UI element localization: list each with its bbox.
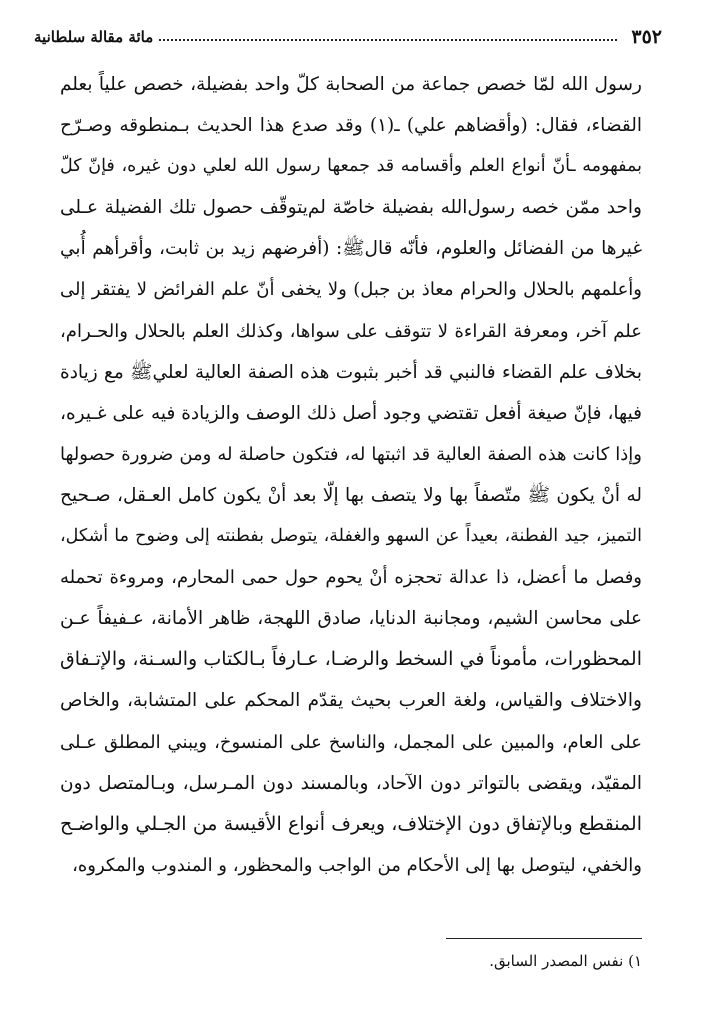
text-line: له أنْ يكون ﷺ متّصفاً بها ولا يتصف بها إلّا بعد أنْ يكون كامل العـقل، صـحيح	[60, 484, 642, 506]
text-line: وإذا كانت هذه الصفة العالية قد اثبتها له، فتكون حاصلة له ومن ضرورة حصولها	[60, 443, 642, 465]
text-line: علم آخر، ومعرفة القراءة لا تتوقف على سواها، وكذلك العلم بالحلال والحـرام،	[60, 320, 642, 342]
text-line: والخفي، ليتوصل بها إلى الأحكام من الواجب والمحظور، و المندوب والمكروه،	[72, 854, 642, 876]
text-line: المحظورات، مأموناً في السخط والرضـا، عـارفاً بـالكتاب والسـنة، والإتـفاق	[60, 648, 642, 671]
text-line: رسول الله لمّا خصص جماعة من الصحابة كلّ واحد بفضيلة، خصص علياً بعلم	[60, 74, 642, 95]
running-title: مائة مقالة سلطانية	[34, 28, 154, 46]
footnote-separator	[446, 938, 642, 939]
text-line: وأعلمهم بالحلال والحرام معاذ بن جبل) ولا يخفى أنّ علم الفرائض لا يفتقر إلى	[60, 279, 642, 301]
text-line: فيها، فإنّ صيغة أفعل تقتضي وجود أصل ذلك الوصف والزيادة فيه على غـيره،	[60, 402, 642, 424]
text-line: واحد ممّن خصه رسول‌الله بفضيلة خاصّة لم‌يتوقّف حصول تلك الفضيلة عـلى	[60, 197, 642, 219]
text-line: على العام، والمبين على المجمل، والناسخ على المنسوخ، ويبني المطلق عـلى	[60, 731, 642, 753]
text-line: والاختلاف والقياس، ولغة العرب بحيث يقدّم المحكم على المتشابة، والخاص	[60, 690, 642, 712]
page-header	[34, 22, 662, 52]
footnote: ١) نفس المصدر السابق.	[489, 952, 642, 970]
text-line: غيرها من الفضائل والعلوم، فأنّه قالﷺ: (أفرضهم زيد بن ثابت، وأقرأهم أُبي	[60, 238, 642, 260]
page-number: ٣٥٢	[631, 26, 662, 48]
text-line: على محاسن الشيم، ومجانبة الدنايا، صادق اللهجة، ظاهر الأمانة، عـفيفاً عـن	[60, 608, 642, 630]
body-text	[60, 64, 642, 886]
text-line: التميز، جيد الفطنة، بعيداً عن السهو والغفلة، يتوصل بفطنته إلى وضوح ما أشكل،	[60, 526, 642, 547]
text-line: القضاء، فقال: (وأقضاهم علي) ـ(١) وقد صدع هذا الحديث بـمنطوقه وصـرّح	[60, 115, 642, 137]
text-line: المقيّد، ويقضى بالتواتر دون الآحاد، وبالمسند دون المـرسل، وبـالمتصل دون	[60, 772, 642, 794]
text-line: المنقطع وبالإتفاق دون الإختلاف، ويعرف أنواع الأقيسة من الجـلي والواضـح	[60, 812, 642, 835]
text-line: بمفهومه ـأنّ أنواع العلم وأقسامه قد جمعها رسول الله لعلي دون غيره، فإنّ كلّ	[60, 156, 642, 177]
text-line: بخلاف علم القضاء فالنبي قد أخبر بثبوت هذه الصفة العالية لعليﷺ مع زيادة	[60, 361, 642, 383]
text-line: وفصل ما أعضل، ذا عدالة تحجزه أنْ يحوم حول حمى المحارم، ومروءة تحمله	[60, 567, 642, 589]
header-dot-leader	[159, 29, 617, 41]
